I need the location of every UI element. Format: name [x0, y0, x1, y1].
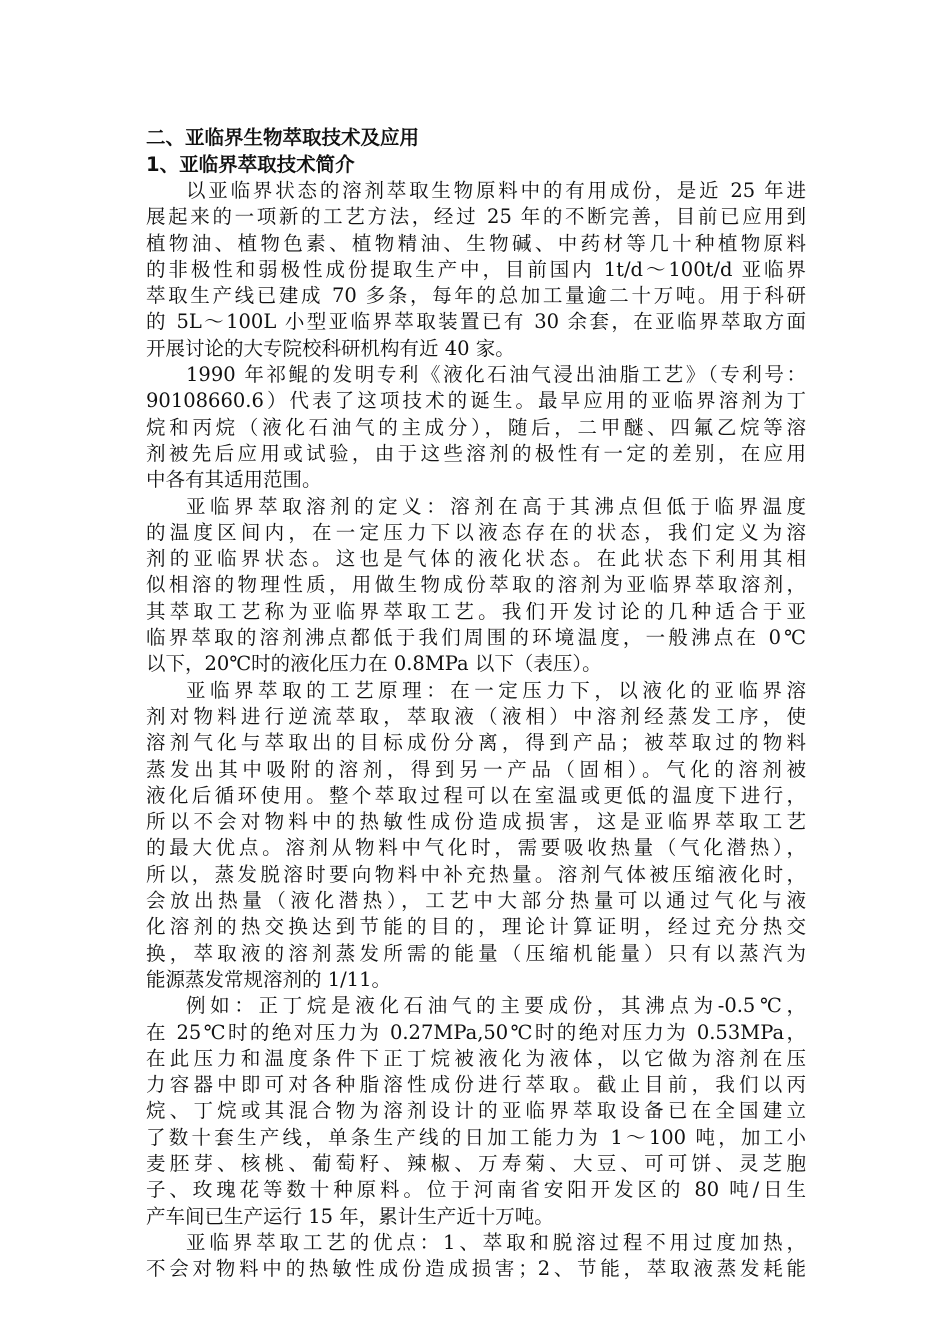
paragraph-line: 产车间已生产运行 15 年，累计生产近十万吨。 [146, 1204, 554, 1228]
paragraph-line: 剂被先后应用或试验，由于这些溶剂的极性有一定的差别，在应用 [146, 441, 806, 465]
body-paragraph [146, 494, 806, 678]
body-paragraph [146, 362, 806, 493]
paragraph-line: 剂的亚临界状态。这也是气体的液化状态。在此状态下利用其相 [146, 547, 806, 571]
paragraph-line: 的非极性和弱极性成份提取生产中，目前国内 1t/d～100t/d 亚临界 [146, 257, 806, 281]
paragraph-line: 子、玫瑰花等数十种原料。位于河南省安阳开发区的 80 吨/日生 [146, 1178, 806, 1202]
paragraph-line: 亚临界萃取工艺的优点：1、萃取和脱溶过程不用过度加热， [186, 1230, 806, 1254]
paragraph-line: 麦胚芽、核桃、葡萄籽、辣椒、万寿菊、大豆、可可饼、灵芝胞 [146, 1151, 806, 1175]
paragraph-line: 亚临界萃取的工艺原理：在一定压力下，以液化的亚临界溶 [186, 678, 806, 702]
paragraph-line: 临界萃取的溶剂沸点都低于我们周围的环境温度，一般沸点在 0℃ [146, 626, 806, 650]
section-heading: 二、亚临界生物萃取技术及应用 [146, 126, 420, 149]
paragraph-line: 化溶剂的热交换达到节能的目的，理论计算证明，经过充分热交 [146, 915, 806, 939]
paragraph-line: 换，萃取液的溶剂蒸发所需的能量（压缩机能量）只有以蒸汽为 [146, 941, 806, 965]
paragraph-line: 以亚临界状态的溶剂萃取生物原料中的有用成份，是近 25 年进 [186, 179, 806, 202]
body-paragraph [146, 993, 806, 1230]
paragraph-line: 能源蒸发常规溶剂的 1/11。 [146, 967, 391, 991]
paragraph-line: 的 5L～100L 小型亚临界萃取装置已有 30 余套，在亚临界萃取方面 [146, 310, 806, 334]
paragraph-list [146, 178, 806, 1282]
paragraph-line: 溶剂气化与萃取出的目标成份分离，得到产品；被萃取过的物料 [146, 731, 806, 755]
paragraph-line: 植物油、植物色素、植物精油、生物碱、中药材等几十种植物原料 [146, 231, 806, 255]
paragraph-line: 在 25℃时的绝对压力为 0.27MPa,50℃时的绝对压力为 0.53MPa， [146, 1020, 806, 1044]
paragraph-line: 所以，蒸发脱溶时要向物料中补充热量。溶剂气体被压缩液化时， [146, 862, 806, 886]
paragraph-line: 展起来的一项新的工艺方法，经过 25 年的不断完善，目前已应用到 [146, 205, 806, 229]
paragraph-line: 在此压力和温度条件下正丁烷被液化为液体，以它做为溶剂在压 [146, 1046, 806, 1070]
paragraph-line: 开展讨论的大专院校科研机构有近 40 家。 [146, 336, 515, 360]
paragraph-line: 所以不会对物料中的热敏性成份造成损害，这是亚临界萃取工艺 [146, 810, 806, 834]
paragraph-line: 90108660.6）代表了这项技术的诞生。最早应用的亚临界溶剂为丁 [146, 389, 806, 413]
paragraph-line: 亚临界萃取溶剂的定义：溶剂在高于其沸点但低于临界温度 [186, 494, 806, 518]
body-paragraph [146, 1230, 806, 1283]
paragraph-line: 的最大优点。溶剂从物料中气化时，需要吸收热量（气化潜热）， [146, 836, 806, 860]
paragraph-line: 剂对物料进行逆流萃取，萃取液（液相）中溶剂经蒸发工序，使 [146, 704, 806, 728]
paragraph-line: 不会对物料中的热敏性成份造成损害；2、节能，萃取液蒸发耗能 [146, 1257, 806, 1281]
paragraph-line: 烷、丁烷或其混合物为溶剂设计的亚临界萃取设备已在全国建立 [146, 1099, 806, 1123]
paragraph-line: 萃取生产线已建成 70 多条，每年的总加工量逾二十万吨。用于科研 [146, 284, 806, 308]
paragraph-line: 1990 年祁鲲的发明专利《液化石油气浸出油脂工艺》（专利号： [186, 363, 806, 387]
paragraph-line: 会放出热量（液化潜热），工艺中大部分热量可以通过气化与液 [146, 889, 806, 913]
body-paragraph [146, 678, 806, 994]
paragraph-line: 其萃取工艺称为亚临界萃取工艺。我们开发讨论的几种适合于亚 [146, 599, 806, 623]
body-paragraph [146, 178, 806, 362]
subsection-heading: 1、亚临界萃取技术简介 [146, 153, 355, 176]
paragraph-line: 了数十套生产线，单条生产线的日加工能力为 1～100 吨，加工小 [146, 1125, 806, 1149]
paragraph-line: 蒸发出其中吸附的溶剂，得到另一产品（固相）。气化的溶剂被 [146, 757, 806, 781]
paragraph-line: 的温度区间内，在一定压力下以液态存在的状态，我们定义为溶 [146, 520, 806, 544]
paragraph-line: 例如：正丁烷是液化石油气的主要成份，其沸点为-0.5℃， [186, 994, 806, 1018]
paragraph-line: 中各有其适用范围。 [146, 468, 322, 492]
paragraph-line: 液化后循环使用。整个萃取过程可以在室温或更低的温度下进行， [146, 783, 806, 807]
paragraph-line: 力容器中即可对各种脂溶性成份进行萃取。截止目前，我们以丙 [146, 1073, 806, 1097]
paragraph-line: 似相溶的物理性质，用做生物成份萃取的溶剂为亚临界萃取溶剂， [146, 573, 806, 597]
paragraph-line: 以下，20℃时的液化压力在 0.8MPa 以下（表压）。 [146, 652, 602, 676]
paragraph-line: 烷和丙烷（液化石油气的主成分），随后，二甲醚、四氟乙烷等溶 [146, 415, 806, 439]
document-body [146, 124, 806, 1282]
